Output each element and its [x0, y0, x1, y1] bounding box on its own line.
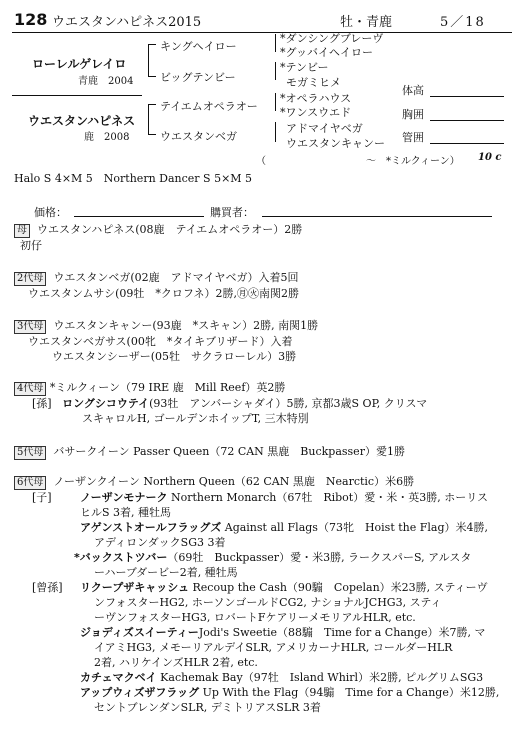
header-rule: [12, 32, 512, 33]
descendant-line: イアミHG3, メモーリアルデイSLR, アメリカーナHLR, コールダーHLR: [94, 641, 453, 654]
dam-note: 初仔: [20, 239, 42, 252]
foaling-date: 5／18: [440, 15, 486, 30]
descendant-name: カチェマクベイ: [80, 671, 157, 684]
gen4-tag: 4代母: [14, 382, 46, 396]
grandsire-4: ウエスタンベガ: [160, 130, 237, 143]
sire-info: 青鹿 2004: [78, 76, 134, 87]
family-code: 10 c: [478, 152, 502, 163]
descendant-line: セントブレンダンSLR, デミトリアスSLR 3着: [94, 701, 321, 714]
descendant-line: Jodi's Sweetie（88騸 Time for a Change）米7勝, マ: [198, 626, 486, 639]
height-label: 体高: [402, 84, 424, 97]
great-grandsire-8: ウエスタンキャンー: [286, 137, 385, 150]
great-grandsire-4: モガミヒメ: [286, 76, 341, 89]
gen4-section: [14, 380, 427, 426]
gen3-line: ウエスタンキャンー(93鹿 *スキャン）2勝, 南関1勝: [53, 319, 319, 332]
inbreeding: Halo S 4×M 5 Northern Dancer S 5×M 5: [14, 172, 253, 185]
horse-name: ウエスタンハピネス2015: [52, 15, 202, 30]
child-line: Against all Flags（73牝 Hoist the Flag）米4勝,: [224, 521, 488, 534]
child-name: *バックストツバー: [74, 551, 168, 564]
height-line: [430, 96, 504, 97]
price-label: 価格：: [34, 206, 67, 219]
great-grandsire-6: *ワンスウエド: [280, 106, 352, 119]
child-name: アゲンストオールフラッグズ: [80, 521, 222, 534]
gen5-line: バサークイーン Passer Queen（72 CAN 黒鹿 Buckpasser）愛1勝: [53, 445, 405, 458]
buyer-label: 購買者：: [210, 206, 254, 219]
dam-line: ウエスタンハピネス(08鹿 テイエムオペラオー）2勝: [37, 223, 303, 236]
dam-tag: 母: [14, 224, 30, 238]
great-grandsire-5: *オペラハウス: [280, 92, 352, 105]
gen4-sub-tag: [孫]: [32, 397, 52, 410]
gen2-offspring: ウエスタンムサシ(09牡 *クロフネ）2勝,㊊㊋南関2勝: [28, 287, 299, 300]
dam-name: ウエスタンハピネス: [28, 114, 136, 128]
dam-section: [14, 222, 302, 253]
gen3-section: [14, 318, 318, 364]
sex-color: 牡・青鹿: [340, 15, 393, 30]
gen5-section: [14, 444, 405, 460]
gen2-tag: 2代母: [14, 272, 46, 286]
grandsire-3: テイエムオペラオー: [160, 100, 258, 113]
great-grandsire-2: *グッバイヘイロー: [280, 46, 373, 59]
bracket: [148, 104, 156, 105]
price-line: [74, 216, 204, 217]
child-line: ーハーブダービー2着, 種牡馬: [94, 566, 238, 579]
buyer-line: [262, 216, 492, 217]
gen2-section: [14, 270, 299, 301]
bracket: [148, 44, 149, 76]
gen4-sub-line: (93牡 アンバーシャダイ）5勝, 京都3歳S OP, クリスマ: [149, 397, 428, 410]
gen3-offspring: ウエスタンベガサス(00牝 *タイキブリザード）入着: [28, 335, 293, 348]
gen6-section: [14, 474, 499, 715]
child-line: ヒルS 3着, 種牡馬: [80, 506, 172, 519]
descendant-line: Up With the Flag（94騸 Time for a Change）米12勝,: [202, 686, 500, 699]
bracket: [148, 76, 156, 77]
girth-line: [430, 120, 504, 121]
cannon-line: [430, 143, 504, 144]
girth-label: 胸囲: [402, 108, 424, 121]
bracket: [148, 104, 149, 134]
child-line: （69牡 Buckpasser）愛・米3勝, ラークスパーS, アルスタ: [167, 551, 472, 564]
tail-female-line: （ 〜 *ミルクィーン）: [256, 156, 460, 167]
bracket: [275, 93, 276, 111]
descendant-name: リクープザキャッシュ: [80, 581, 190, 594]
descendant-line: Recoup the Cash（90騸 Copelan）米23勝, スティーヴ: [192, 581, 488, 594]
dam-info: 鹿 2008: [84, 132, 130, 143]
gen4-sub-name: ロングシコウテイ: [62, 397, 150, 410]
pedigree-divider: [12, 95, 142, 96]
bracket: [275, 122, 276, 142]
child-name: ノーザンモナーク: [80, 491, 168, 504]
grandsire-1: キングヘイロー: [160, 40, 237, 53]
gen4-sub-line2: スキャロルH, ゴールデンホイップT, 三木特別: [82, 412, 309, 425]
gen5-tag: 5代母: [14, 446, 46, 460]
descendant-line: 2着, ハリケインズHLR 2着, etc.: [94, 656, 258, 669]
child-line: アディロンダックSG3 3着: [94, 536, 226, 549]
great-grandsire-3: *テンビー: [280, 61, 329, 74]
bracket: [275, 34, 276, 52]
gen4-line: *ミルクィーン（79 IRE 鹿 Mill Reef）英2勝: [49, 381, 286, 394]
bracket: [148, 134, 156, 135]
great-grandsire-1: *ダンシングブレーヴ: [280, 32, 384, 45]
children-tag: [子]: [32, 491, 52, 504]
cannon-label: 管囲: [402, 131, 424, 144]
descendant-line: Kachemak Bay（97牡 Island Whirl）米2勝, ピルグリムSG3: [160, 671, 484, 684]
grandsire-2: ビッグテンビー: [160, 71, 236, 84]
great-grandsire-7: アドマイヤベガ: [286, 122, 363, 135]
descendant-line: ンフォスターHG2, ホーソンゴールドCG2, ナショナルJCHG3, スティ: [94, 596, 442, 609]
gen6-tag: 6代母: [14, 476, 46, 490]
bracket: [148, 44, 156, 45]
descendant-line: ーヴンフォスターHG3, ロバートFケアリーメモリアルHLR, etc.: [94, 611, 416, 624]
descendant-name: ジョディズスイーティー: [80, 626, 199, 639]
gen3-offspring: ウエスタンシーザー(05牡 サクラローレル）3勝: [52, 350, 297, 363]
gen2-line: ウエスタンベガ(02鹿 アドマイヤベガ）入着5回: [53, 271, 299, 284]
bracket: [275, 62, 276, 80]
child-line: Northern Monarch（67牡 Ribot）愛・米・英3勝, ホーリス: [170, 491, 488, 504]
gen3-tag: 3代母: [14, 320, 46, 334]
gen6-line: ノーザンクイーン Northern Queen（62 CAN 黒鹿 Nearctic）米6勝: [53, 475, 415, 488]
sire-name: ローレルゲレイロ: [32, 57, 127, 71]
great-grandchildren-tag: [曾孫]: [32, 581, 63, 594]
descendant-name: アップウィズザフラッグ: [80, 686, 200, 699]
lot-number: 128: [14, 10, 48, 29]
